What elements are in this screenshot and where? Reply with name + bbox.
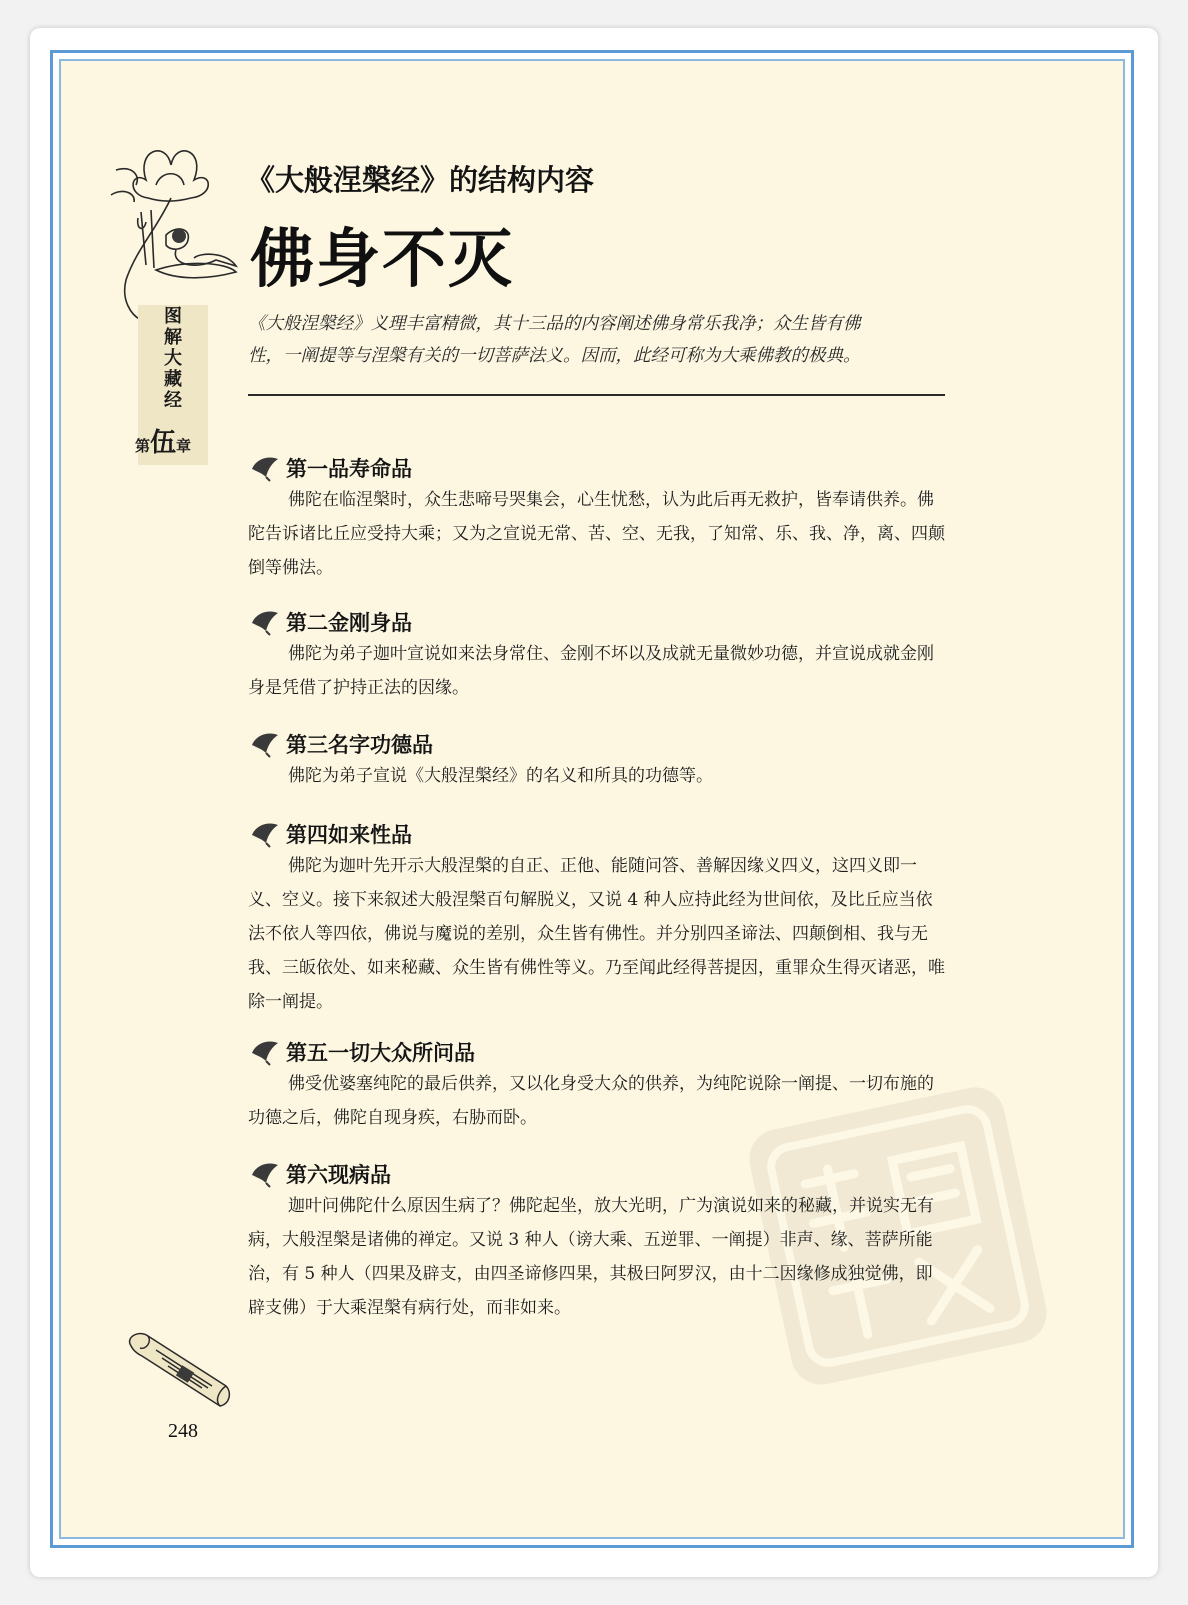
page-subtitle: 《大般涅槃经》的结构内容 [246, 163, 595, 197]
section-5 [248, 1034, 948, 1135]
section-heading: 第四如来性品 [286, 823, 412, 847]
side-label-char: 大 [164, 348, 182, 369]
intro-line: 《大般涅槃经》义理丰富精微，其十三品的内容阐述佛身常乐我净；众生皆有佛 [248, 314, 861, 334]
side-label-char: 解 [164, 327, 182, 348]
side-label-vertical [160, 306, 186, 411]
section-6 [248, 1156, 948, 1325]
chapter-suffix: 章 [176, 437, 192, 455]
section-heading: 第三名字功德品 [286, 733, 433, 757]
scroll-bookmark-icon [248, 1159, 282, 1189]
section-body: 迦叶问佛陀什么原因生病了？佛陀起坐，放大光明，广为演说如来的秘藏，并说实无有病，大般涅槃是诸佛的禅定。又说 3 种人（谤大乘、五逆罪、一阐提）非声、缘、菩萨所能治，有 5 种人（四果及辟支，由四圣谛修四果，其极曰阿罗汉，由十二因缘修成独觉佛，即辟支佛）于大乘涅槃有病行处，而非如来。 [248, 1196, 934, 1318]
scroll-bookmark-icon [248, 729, 282, 759]
scroll-bookmark-icon [248, 819, 282, 849]
divider-rule [248, 394, 945, 396]
scroll-bookmark-icon [248, 1037, 282, 1067]
section-4 [248, 816, 948, 1019]
side-label-char: 经 [164, 390, 182, 411]
scroll-bookmark-icon [248, 453, 282, 483]
chapter-label [135, 422, 191, 459]
intro-paragraph [248, 308, 948, 372]
section-body: 佛受优婆塞纯陀的最后供养，又以化身受大众的供养，为纯陀说除一阐提、一切布施的功德之后，佛陀自现身疾，右胁而卧。 [248, 1074, 934, 1128]
section-body: 佛陀在临涅槃时，众生悲啼号哭集会，心生忧愁，认为此后再无救护，皆奉请供养。佛陀告诉诸比丘应受持大乘；又为之宣说无常、苦、空、无我，了知常、乐、我、净，离、四颠倒等佛法。 [248, 490, 945, 578]
side-label-char: 图 [164, 306, 182, 327]
intro-line: 性，一阐提等与涅槃有关的一切菩萨法义。因而，此经可称为大乘佛教的极典。 [248, 346, 861, 366]
scroll-icon [122, 1326, 242, 1416]
section-heading: 第二金刚身品 [286, 611, 412, 635]
section-1 [248, 450, 948, 585]
page-title: 佛身不灭 [250, 222, 514, 297]
page-number: 248 [168, 1420, 198, 1442]
section-heading: 第六现病品 [286, 1163, 391, 1187]
section-3 [248, 726, 948, 793]
section-heading: 第一品寿命品 [286, 457, 412, 481]
section-body: 佛陀为弟子宣说《大般涅槃经》的名义和所具的功德等。 [288, 766, 713, 786]
side-label-char: 藏 [164, 369, 182, 390]
chapter-prefix: 第 [135, 437, 151, 455]
scroll-bookmark-icon [248, 607, 282, 637]
section-body: 佛陀为迦叶先开示大般涅槃的自正、正他、能随问答、善解因缘义四义，这四义即一义、空义。接下来叙述大般涅槃百句解脱义，又说 4 种人应持此经为世间依，及比丘应当依法不依人等四依，佛说与魔说的差别，众生皆有佛性。并分别四圣谛法、四颠倒相、我与无我、三皈依处、如来秘藏、众生皆有佛性等义。乃至闻此经得菩提因，重罪众生得灭诸恶，唯除一阐提。 [248, 856, 945, 1012]
section-body: 佛陀为弟子迦叶宣说如来法身常住、金刚不坏以及成就无量微妙功德，并宣说成就金刚身是凭借了护持正法的因缘。 [248, 644, 934, 698]
chapter-number: 伍 [150, 428, 177, 458]
section-heading: 第五一切大众所问品 [286, 1041, 475, 1065]
section-2 [248, 604, 948, 705]
